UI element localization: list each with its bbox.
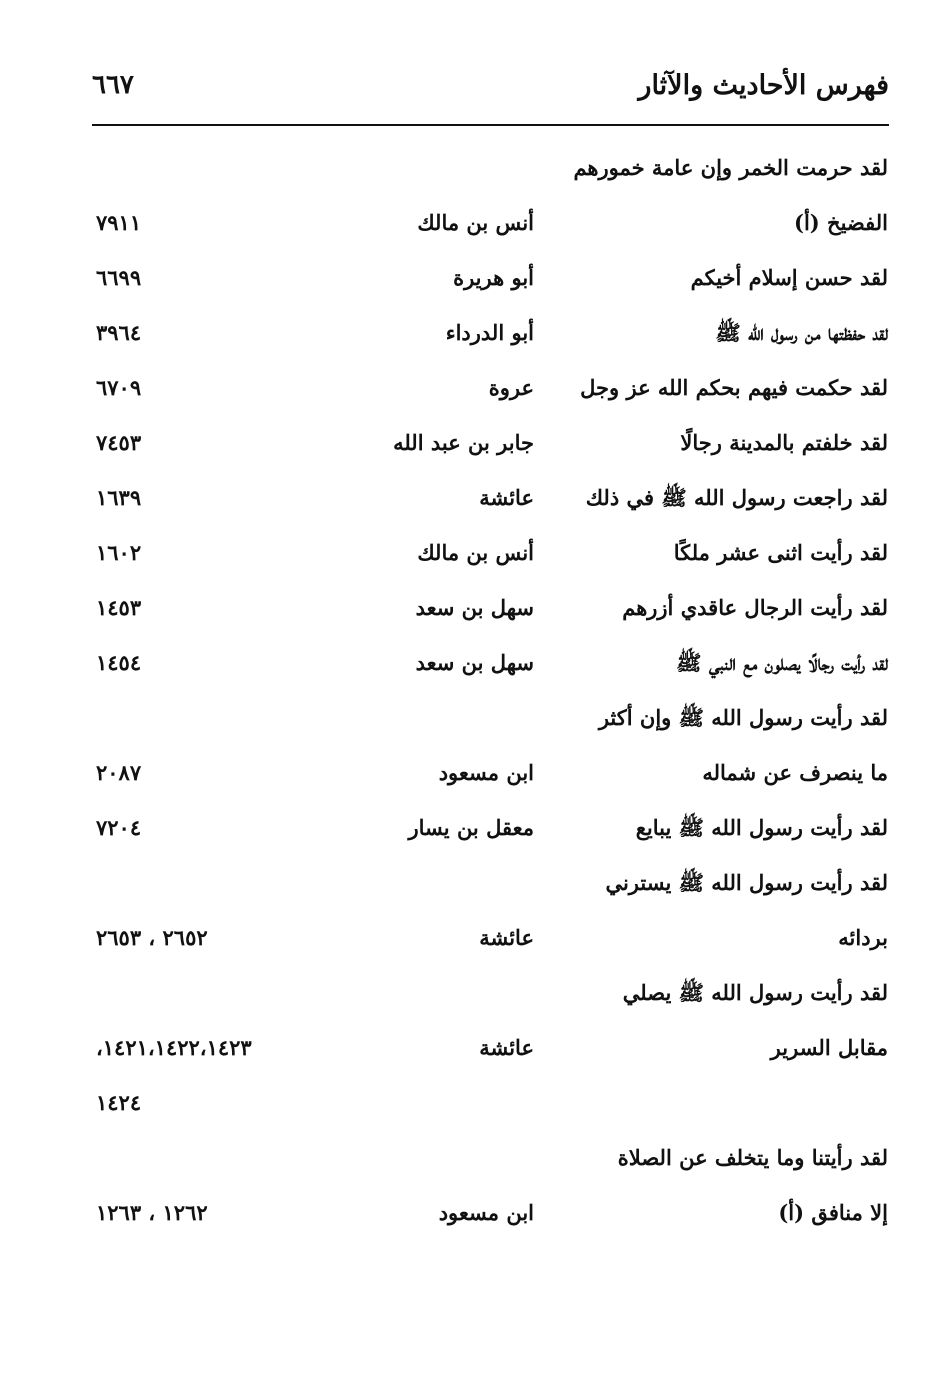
narrator-name: معقل بن يسار [408,815,534,840]
hadith-text: لقد راجعت رسول الله ﷺ في ذلك [585,485,888,510]
narrator-name: عائشة [479,1035,534,1060]
hadith-text: لقد خلفتم بالمدينة رجالًا [680,430,888,455]
narrator-name: أنس بن مالك [417,210,534,235]
narrator-name: أبو هريرة [453,265,534,290]
page-number: ٦٦٧ [92,70,134,100]
index-entry [0,638,930,693]
hadith-text: مقابل السرير [770,1035,888,1060]
index-entry [0,253,930,308]
narrator-name: سهل بن سعد [415,650,534,675]
index-entry [0,363,930,418]
hadith-numbers: ٢٦٥٢ ، ٢٦٥٣ [96,925,208,950]
hadith-numbers: ٧٩١١ [96,210,142,235]
index-entry [0,1188,930,1243]
hadith-text: لقد حسن إسلام أخيكم [690,265,888,290]
hadith-numbers: ١٦٠٢ [96,540,142,565]
narrator-name: ابن مسعود [438,1200,534,1225]
index-entry [0,913,930,968]
hadith-numbers: ٢٠٨٧ [96,760,142,785]
index-entry [0,858,930,913]
page-header [92,70,889,114]
hadith-text: لقد رأيتنا وما يتخلف عن الصلاة [617,1145,888,1170]
hadith-text: لقد رأيت رسول الله ﷺ يبايع [635,815,888,840]
narrator-name: عائشة [479,485,534,510]
narrator-name: أبو الدرداء [445,320,534,345]
narrator-name: عروة [488,375,534,400]
hadith-numbers: ١٢٦٢ ، ١٢٦٣ [96,1200,208,1225]
index-entry [0,528,930,583]
hadith-text: لقد رأيت رجالًا يصلون مع النبي ﷺ [676,650,888,675]
index-entry [0,1133,930,1188]
hadith-text: الفضيخ (أ) [794,210,888,235]
hadith-numbers: ١٤٢١،١٤٢٢،١٤٢٣، [96,1035,252,1060]
narrator-name: أنس بن مالك [417,540,534,565]
index-entry [0,583,930,638]
header-divider [92,124,889,126]
hadith-numbers: ٧٤٥٣ [96,430,142,455]
index-entry [0,693,930,748]
hadith-text: لقد رأيت رسول الله ﷺ وإن أكثر [598,705,888,730]
hadith-numbers: ١٦٣٩ [96,485,142,510]
index-entry [0,1023,930,1078]
hadith-text: لقد حفظتها من رسول الله ﷺ [715,320,888,345]
index-entry [0,418,930,473]
hadith-text: لقد رأيت رسول الله ﷺ يسترني [605,870,888,895]
hadith-numbers: ٧٢٠٤ [96,815,142,840]
hadith-text: بردائه [838,925,888,950]
index-entry [0,143,930,198]
page-title: فهرس الأحاديث والآثار [638,70,889,101]
index-entry [0,308,930,363]
narrator-name: سهل بن سعد [415,595,534,620]
narrator-name: ابن مسعود [438,760,534,785]
hadith-index-list [0,143,930,1243]
hadith-text: إلا منافق (أ) [778,1200,888,1225]
index-entry [0,1078,930,1133]
index-entry [0,803,930,858]
index-entry [0,198,930,253]
hadith-text: لقد رأيت رسول الله ﷺ يصلي [622,980,888,1005]
hadith-text: لقد رأيت الرجال عاقدي أزرهم [622,595,888,620]
hadith-text: لقد حكمت فيهم بحكم الله عز وجل [580,375,888,400]
hadith-numbers: ١٤٥٣ [96,595,142,620]
index-entry [0,473,930,528]
hadith-numbers: ١٤٥٤ [96,650,142,675]
index-entry [0,968,930,1023]
hadith-numbers: ٣٩٦٤ [96,320,142,345]
hadith-numbers: ١٤٢٤ [96,1090,142,1115]
hadith-numbers: ٦٧٠٩ [96,375,142,400]
hadith-text: ما ينصرف عن شماله [702,760,888,785]
index-entry [0,748,930,803]
narrator-name: جابر بن عبد الله [393,430,534,455]
hadith-numbers: ٦٦٩٩ [96,265,142,290]
narrator-name: عائشة [479,925,534,950]
hadith-text: لقد حرمت الخمر وإن عامة خمورهم [573,155,888,180]
hadith-text: لقد رأيت اثنى عشر ملكًا [673,540,888,565]
